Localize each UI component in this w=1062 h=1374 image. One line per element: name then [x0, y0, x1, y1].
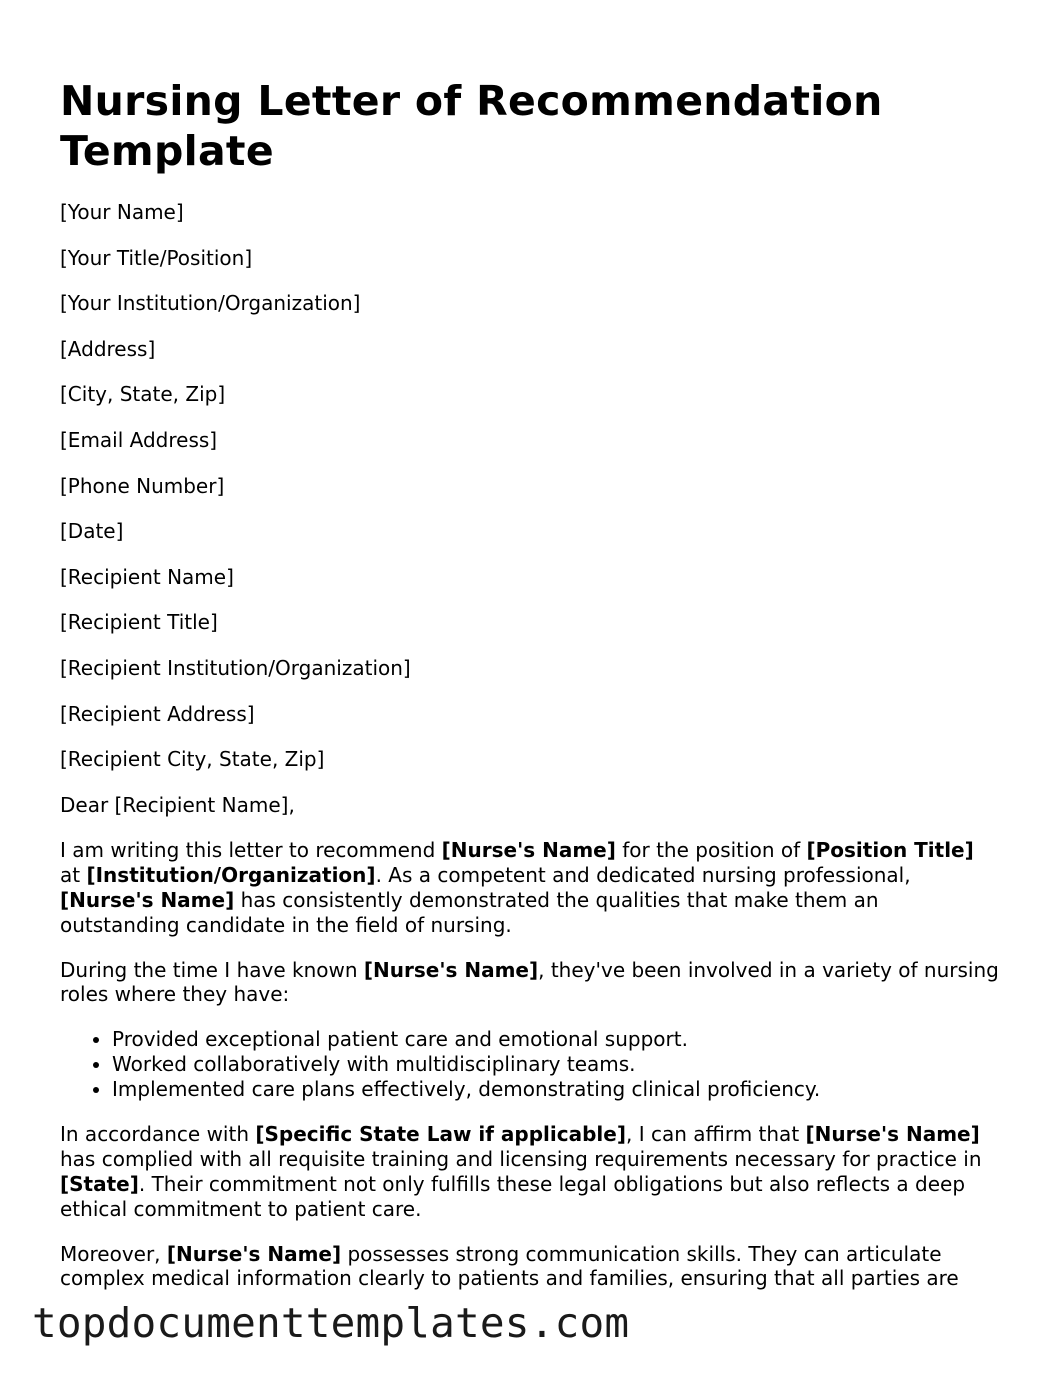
recipient-city-state-zip: [Recipient City, State, Zip] [60, 747, 325, 772]
recipient-name: [Recipient Name] [60, 564, 234, 589]
sender-title: [Your Title/Position] [60, 245, 253, 270]
sender-phone: [Phone Number] [60, 473, 225, 498]
recipient-institution: [Recipient Institution/Organization] [60, 655, 411, 680]
sender-city-state-zip: [City, State, Zip] [60, 382, 226, 407]
paragraph-compliance: In accordance with [Specific State Law if applicable], I can affirm that [Nurse's Name] has complied with all requisite training and licensing requirements necessary for practice in [State]. Their commitment not only fulfills these legal obligations but also reflects a deep ethical commitment to patient care. [60, 1122, 982, 1221]
salutation: Dear [Recipient Name], [60, 792, 295, 817]
sender-institution: [Your Institution/Organization] [60, 291, 361, 316]
nurse-name-placeholder: [Nurse's Name] [805, 1122, 980, 1147]
roles-list [60, 1027, 1000, 1101]
recipient-title: [Recipient Title] [60, 610, 218, 635]
state-placeholder: [State] [60, 1172, 139, 1197]
institution-placeholder: [Institution/Organization] [86, 863, 376, 888]
sender-email: [Email Address] [60, 427, 218, 452]
position-placeholder: [Position Title] [806, 838, 974, 863]
letter-body [60, 76, 1000, 1311]
site-watermark: topdocumenttemplates.com [32, 1298, 635, 1348]
list-item: • Provided exceptional patient care and emotional support. [112, 1027, 1000, 1052]
paragraph-roles: During the time I have known [Nurse's Name], they've been involved in a variety of nursing roles where they have: [60, 957, 999, 1007]
nurse-name-placeholder: [Nurse's Name] [441, 838, 616, 863]
recipient-address: [Recipient Address] [60, 701, 255, 726]
paragraph-intro: I am writing this letter to recommend [Nurse's Name] for the position of [Position Title] at [Institution/Organization]. As a competent and dedicated nursing professional, [Nurse's Name] has consistently demonstrated the qualities that make them an outstanding candidate in the field of nursing. [60, 838, 974, 937]
law-placeholder: [Specific State Law if applicable] [255, 1122, 626, 1147]
list-item: • Worked collaboratively with multidisciplinary teams. [112, 1052, 1000, 1077]
letter-date: [Date] [60, 519, 124, 544]
nurse-name-placeholder: [Nurse's Name] [363, 957, 539, 982]
sender-address: [Address] [60, 336, 156, 361]
page-title: Nursing Letter of Recommendation Template [60, 77, 883, 175]
paragraph-communication: Moreover, [Nurse's Name] possesses strong communication skills. They can articulate complex medical information clearly to patients and families, ensuring that all parties are [60, 1241, 959, 1291]
nurse-name-placeholder: [Nurse's Name] [60, 887, 235, 912]
sender-block [60, 200, 1000, 793]
list-item: • Implemented care plans effectively, demonstrating clinical proficiency. [112, 1077, 1000, 1102]
sender-name: [Your Name] [60, 200, 184, 224]
nurse-name-placeholder: [Nurse's Name] [166, 1241, 342, 1266]
